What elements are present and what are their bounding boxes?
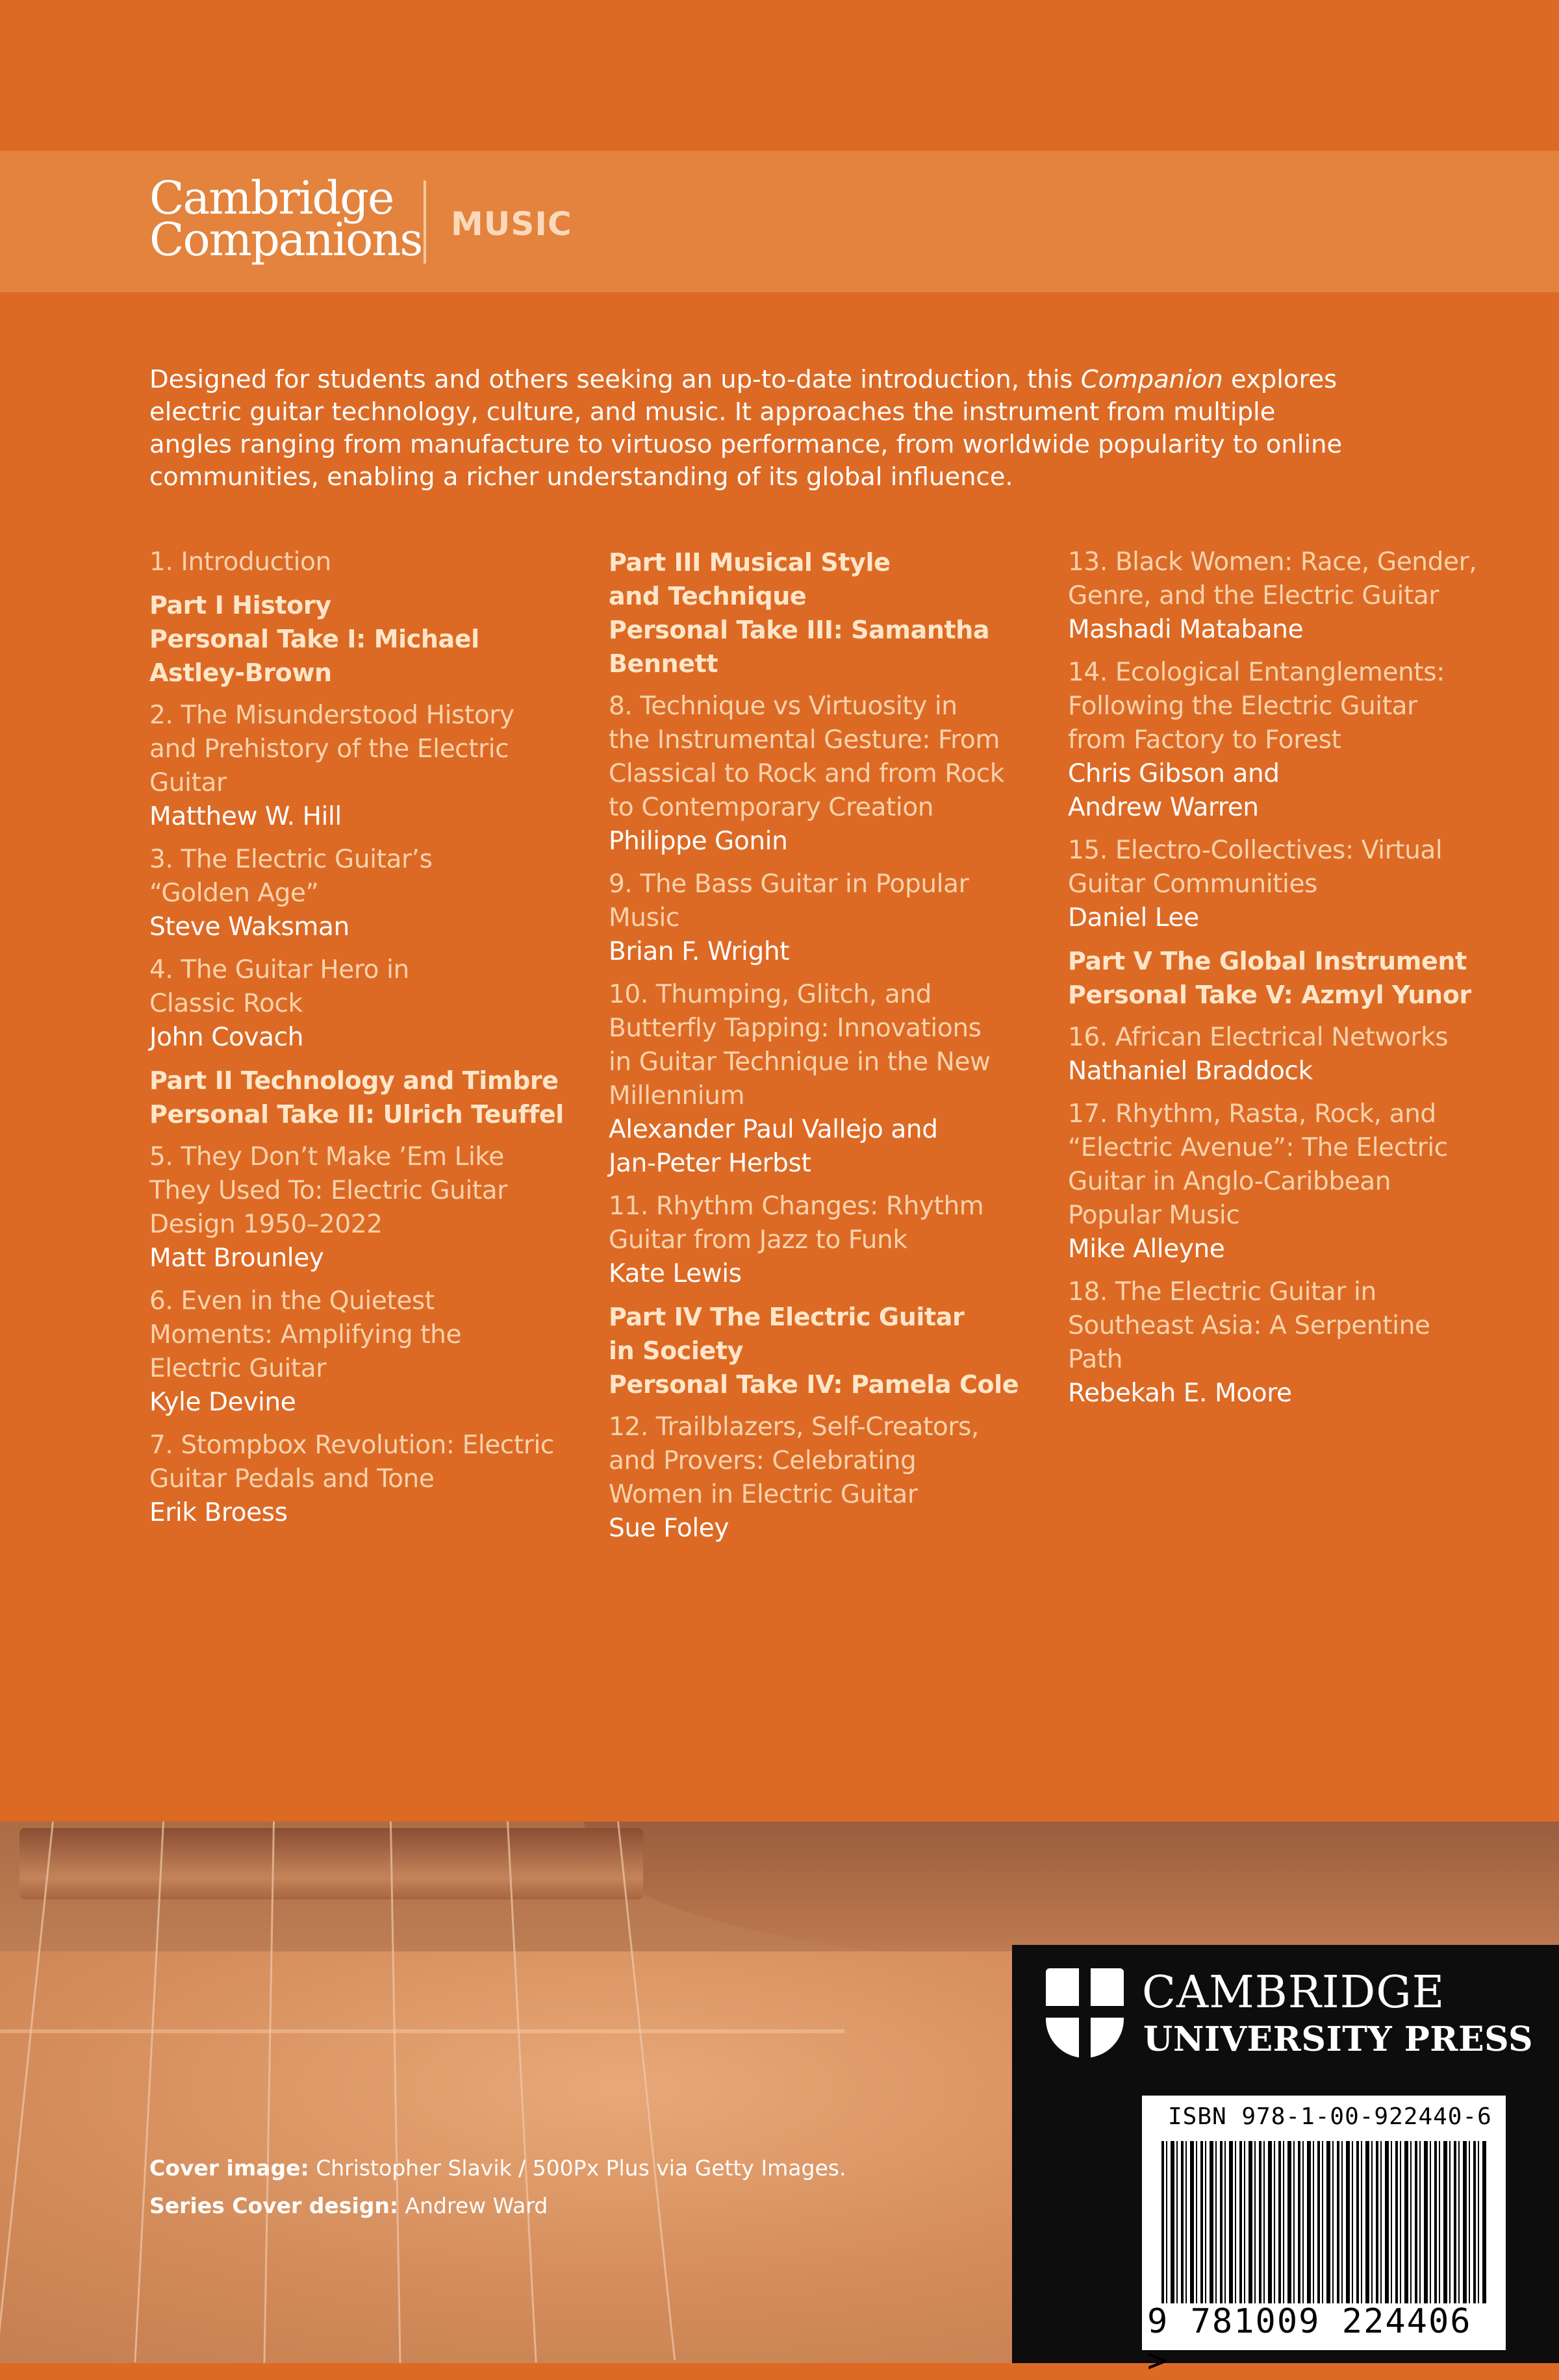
chapter-title: 4. The Guitar Hero in [149, 955, 409, 984]
chapter-author: Erik Broess [149, 1498, 288, 1527]
chapter-title: 12. Trailblazers, Self-Creators, [609, 1412, 979, 1442]
toc-entry [149, 1140, 578, 1275]
part-heading [149, 588, 578, 690]
part-heading [609, 1300, 1037, 1401]
toc-column-3 [1068, 545, 1516, 1420]
logo-line-1: Cambridge [149, 171, 394, 225]
toc-entry [609, 1190, 1037, 1291]
chapter-author: Daniel Lee [1068, 903, 1199, 933]
credit-value: Christopher Slavik / 500Px Plus via Getty Images. [309, 2155, 846, 2181]
chapter-title: 10. Thumping, Glitch, and [609, 980, 932, 1009]
chapter-author: Matt Brounley [149, 1244, 324, 1273]
chapter-title: Classical to Rock and from Rock [609, 759, 1004, 788]
publisher-block [1012, 1945, 1559, 2380]
chapter-title: Guitar in Anglo-Caribbean [1068, 1167, 1391, 1196]
toc-entry [609, 868, 1037, 969]
chapter-author: Mike Alleyne [1068, 1234, 1225, 1264]
chapter-title: 9. The Bass Guitar in Popular [609, 870, 969, 899]
chapter-title: Following the Electric Guitar [1068, 692, 1417, 721]
chapter-author: Alexander Paul Vallejo and [609, 1115, 938, 1144]
part-line: Personal Take IV: Pamela Cole [609, 1370, 1019, 1399]
chapter-title: 1. Introduction [149, 547, 331, 577]
chapter-author: Jan-Peter Herbst [609, 1149, 811, 1178]
toc-entry [609, 1410, 1037, 1546]
chapter-title: 17. Rhythm, Rasta, Rock, and [1068, 1099, 1436, 1129]
chapter-title: the Instrumental Gesture: From [609, 725, 1000, 755]
isbn-number: ISBN 978-1-00-922440-6 [1168, 2103, 1492, 2130]
part-line: Personal Take V: Azmyl Yunor [1068, 981, 1471, 1009]
cambridge-companions-logo [149, 171, 422, 266]
part-line: Bennett [609, 649, 718, 678]
chapter-author: Philippe Gonin [609, 827, 788, 856]
chapter-title: in Guitar Technique in the New [609, 1047, 991, 1077]
chapter-title: 16. African Electrical Networks [1068, 1023, 1449, 1052]
part-heading [609, 545, 1037, 681]
cover-credits [149, 2149, 846, 2225]
part-line: in Society [609, 1336, 744, 1365]
credit-value: Andrew Ward [398, 2193, 548, 2218]
chapter-title: 8. Technique vs Virtuosity in [609, 692, 957, 721]
barcode-digits: 9 781009 224406 > [1147, 2302, 1472, 2380]
chapter-author: Kyle Devine [149, 1388, 296, 1417]
toc-entry [1068, 545, 1516, 647]
chapter-title: from Factory to Forest [1068, 725, 1341, 755]
blurb-text: explores [1223, 365, 1337, 394]
part-line: Personal Take III: Samantha [609, 616, 990, 644]
publisher-name: CAMBRIDGE [1142, 1967, 1445, 2018]
barcode-bars [1161, 2141, 1486, 2303]
toc-column-2 [609, 545, 1037, 1555]
university-crest-icon [1046, 1968, 1124, 2058]
chapter-title: Electric Guitar [149, 1354, 326, 1383]
chapter-title: 2. The Misunderstood History [149, 701, 514, 730]
toc-entry [1068, 1275, 1516, 1410]
chapter-title: 6. Even in the Quietest [149, 1286, 435, 1316]
blurb-line [149, 364, 1371, 396]
chapter-title: 7. Stompbox Revolution: Electric [149, 1431, 554, 1460]
toc-entry [1068, 656, 1516, 825]
toc-entry [149, 699, 578, 834]
part-line: Part II Technology and Timbre [149, 1066, 559, 1095]
chapter-title: 14. Ecological Entanglements: [1068, 658, 1445, 687]
part-line: Part IV The Electric Guitar [609, 1303, 965, 1331]
series-design-credit [149, 2187, 846, 2225]
chapter-title: Genre, and the Electric Guitar [1068, 581, 1439, 610]
blurb-line: communities, enabling a richer understanding of its global influence. [149, 462, 1013, 492]
chapter-title: Guitar [149, 768, 227, 797]
toc-entry [149, 1284, 578, 1420]
chapter-author: Steve Waksman [149, 912, 349, 942]
part-line: and Technique [609, 582, 807, 610]
chapter-title: Popular Music [1068, 1201, 1240, 1230]
part-heading [149, 1064, 578, 1131]
chapter-title: 3. The Electric Guitar’s [149, 845, 433, 874]
chapter-title: 15. Electro-Collectives: Virtual [1068, 836, 1443, 865]
chapter-author: Nathaniel Braddock [1068, 1057, 1313, 1086]
cover-image-credit [149, 2149, 846, 2187]
chapter-title: 5. They Don’t Make ’Em Like [149, 1142, 504, 1171]
credit-label: Cover image: [149, 2155, 309, 2181]
part-line: Personal Take II: Ulrich Teuffel [149, 1100, 564, 1129]
chapter-author: Matthew W. Hill [149, 802, 342, 831]
chapter-title: Southeast Asia: A Serpentine [1068, 1311, 1430, 1340]
chapter-title: and Provers: Celebrating [609, 1446, 917, 1475]
chapter-author: Andrew Warren [1068, 793, 1259, 822]
chapter-title: Music [609, 903, 679, 933]
series-subject: MUSIC [451, 205, 572, 243]
chapter-title: They Used To: Electric Guitar [149, 1176, 507, 1205]
chapter-title: “Electric Avenue”: The Electric [1068, 1133, 1448, 1162]
chapter-title: Guitar Pedals and Tone [149, 1464, 435, 1494]
chapter-title: to Contemporary Creation [609, 793, 934, 822]
chapter-title: Guitar from Jazz to Funk [609, 1225, 907, 1255]
publisher-subname: UNIVERSITY PRESS [1143, 2020, 1534, 2059]
credit-label: Series Cover design: [149, 2193, 399, 2218]
toc-entry [609, 690, 1037, 858]
part-line: Personal Take I: Michael [149, 625, 479, 653]
chapter-author: Chris Gibson and [1068, 759, 1280, 788]
part-line: Astley-Brown [149, 658, 332, 687]
toc-entry [1068, 1097, 1516, 1266]
chapter-title: Path [1068, 1345, 1123, 1374]
chapter-author: John Covach [149, 1023, 304, 1052]
part-line: Part V The Global Instrument [1068, 947, 1467, 975]
chapter-author: Rebekah E. Moore [1068, 1379, 1292, 1408]
blurb-line: electric guitar technology, culture, and music. It approaches the instrument from multiple [149, 397, 1276, 427]
chapter-title: 11. Rhythm Changes: Rhythm [609, 1192, 984, 1221]
toc-entry [149, 953, 578, 1055]
chapter-title: Butterfly Tapping: Innovations [609, 1014, 982, 1043]
chapter-title: Design 1950–2022 [149, 1210, 383, 1239]
logo-line-2: Companions [149, 213, 422, 266]
part-line: Part I History [149, 591, 331, 620]
chapter-author: Mashadi Matabane [1068, 615, 1304, 644]
chapter-title: Guitar Communities [1068, 870, 1317, 899]
pickguard-edge [0, 2029, 844, 2033]
toc-column-1 [149, 545, 578, 1539]
chapter-title: Classic Rock [149, 989, 303, 1018]
guitar-bridge [19, 1828, 643, 1899]
isbn-barcode [1142, 2096, 1506, 2380]
chapter-title: “Golden Age” [149, 879, 319, 908]
toc-entry [1068, 834, 1516, 935]
blurb-italic: Companion [1080, 365, 1223, 394]
chapter-title: Women in Electric Guitar [609, 1480, 918, 1509]
blurb-line: angles ranging from manufacture to virtuoso performance, from worldwide popularity to online [149, 430, 1343, 459]
band-divider [424, 181, 426, 264]
chapter-author: Brian F. Wright [609, 937, 790, 966]
chapter-author: Kate Lewis [609, 1259, 742, 1288]
blurb-text: Designed for students and others seeking an up-to-date introduction, this [149, 365, 1081, 394]
chapter-title: Millennium [609, 1081, 745, 1110]
chapter-title: 13. Black Women: Race, Gender, [1068, 547, 1477, 577]
toc-entry [149, 545, 578, 579]
guitar-body-edge [585, 1822, 1559, 1964]
toc-entry [1068, 1021, 1516, 1088]
part-heading [1068, 944, 1516, 1012]
book-blurb [149, 364, 1371, 494]
part-line: Part III Musical Style [609, 548, 891, 577]
chapter-author: Sue Foley [609, 1514, 729, 1543]
chapter-title: and Prehistory of the Electric [149, 734, 509, 764]
toc-entry [149, 1429, 578, 1530]
chapter-title: 18. The Electric Guitar in [1068, 1277, 1376, 1307]
toc-entry [609, 978, 1037, 1181]
toc-entry [149, 843, 578, 944]
chapter-title: Moments: Amplifying the [149, 1320, 462, 1349]
